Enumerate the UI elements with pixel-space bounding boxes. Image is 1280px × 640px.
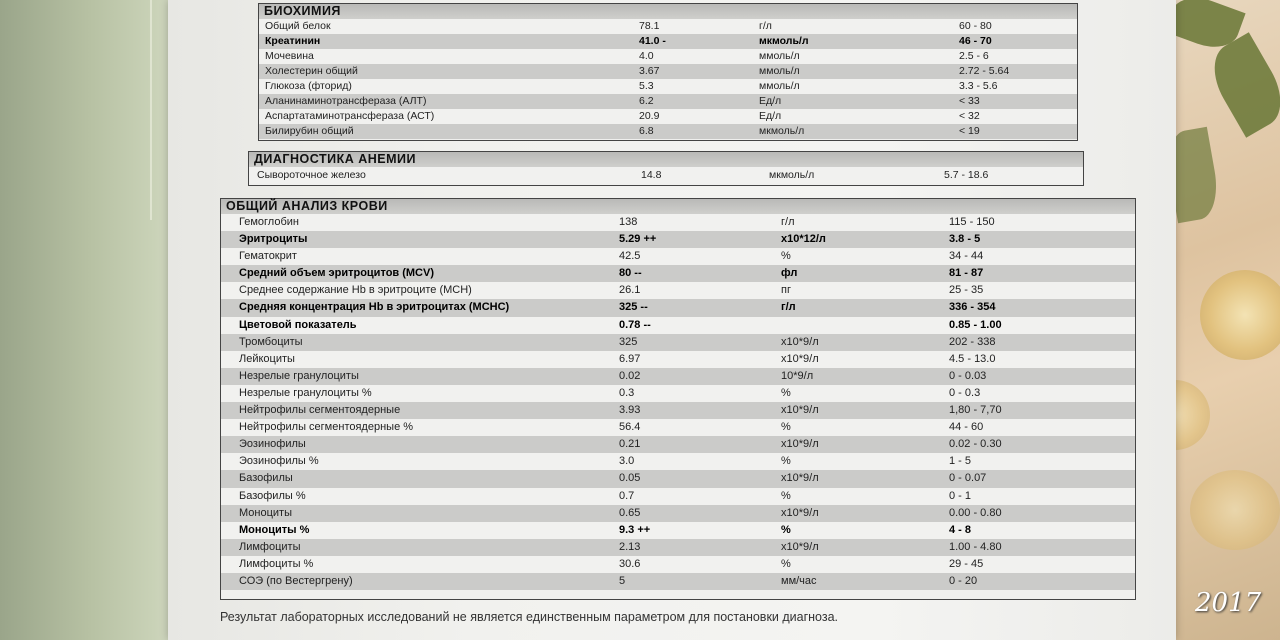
reference-range: < 19	[959, 125, 980, 137]
test-unit: пг	[781, 284, 791, 297]
leaf-shape	[1201, 32, 1280, 137]
biochemistry-title: БИОХИМИЯ	[259, 4, 1077, 19]
test-value: 26.1	[619, 284, 641, 297]
test-unit: %	[781, 386, 791, 399]
test-name: Лимфоциты	[239, 540, 301, 553]
reference-range: 2.72 - 5.64	[959, 65, 1010, 77]
test-value: 3.67	[639, 65, 660, 77]
result-row	[221, 368, 1135, 385]
test-name: Нейтрофилы сегментоядерные %	[239, 421, 414, 434]
test-value: 0.65	[619, 506, 641, 519]
test-value: 30.6	[619, 557, 641, 570]
test-name: Эозинофилы %	[239, 455, 319, 468]
test-name: Креатинин	[265, 35, 321, 47]
result-row	[221, 231, 1135, 248]
test-value: 41.0 -	[639, 35, 666, 47]
result-row	[221, 265, 1135, 282]
test-unit: x10*9/л	[781, 335, 819, 348]
result-row	[221, 488, 1135, 505]
reference-range: 1.00 - 4.80	[949, 540, 1002, 553]
reference-range: 202 - 338	[949, 335, 996, 348]
cbc-rows	[221, 214, 1135, 590]
reference-range: 336 - 354	[949, 301, 996, 314]
biochemistry-section	[258, 3, 1078, 141]
test-name: Среднее содержание Hb в эритроците (MCH)	[239, 284, 472, 297]
reference-range: 0.00 - 0.80	[949, 506, 1002, 519]
reference-range: 46 - 70	[959, 35, 992, 47]
test-value: 0.7	[619, 489, 635, 502]
test-value: 0.05	[619, 472, 641, 485]
test-name: Средняя концентрация Hb в эритроцитах (MCHC)	[239, 301, 510, 314]
result-row	[221, 214, 1135, 231]
reference-range: 0.85 - 1.00	[949, 318, 1002, 331]
reference-range: 0 - 0.07	[949, 472, 987, 485]
test-unit: мкмоль/л	[769, 169, 815, 181]
test-name: Гематокрит	[239, 250, 297, 263]
test-unit: г/л	[759, 20, 772, 32]
test-unit: %	[781, 523, 791, 536]
test-unit: фл	[781, 267, 798, 280]
test-name: Эритроциты	[239, 233, 308, 246]
result-row	[221, 419, 1135, 436]
result-row	[259, 19, 1077, 34]
result-row	[259, 124, 1077, 139]
test-unit: Ед/л	[759, 110, 782, 122]
reference-range: < 33	[959, 95, 980, 107]
flower-shape	[1200, 270, 1280, 360]
result-row	[221, 436, 1135, 453]
result-row	[259, 64, 1077, 79]
reference-range: 60 - 80	[959, 20, 992, 32]
test-unit: мкмоль/л	[759, 125, 805, 137]
result-row	[221, 539, 1135, 556]
result-row	[259, 109, 1077, 124]
test-value: 6.8	[639, 125, 654, 137]
reference-range: 1,80 - 7,70	[949, 404, 1002, 417]
test-unit: %	[781, 455, 791, 468]
test-value: 80 --	[619, 267, 642, 280]
test-name: Незрелые гранулоциты	[239, 369, 359, 382]
cbc-title: ОБЩИЙ АНАЛИЗ КРОВИ	[221, 199, 1135, 214]
reference-range: 3.8 - 5	[949, 233, 981, 246]
reference-range: 0.02 - 0.30	[949, 438, 1002, 451]
reference-range: < 32	[959, 110, 980, 122]
test-value: 5.29 ++	[619, 233, 657, 246]
result-row	[221, 282, 1135, 299]
reference-range: 4 - 8	[949, 523, 972, 536]
reference-range: 34 - 44	[949, 250, 984, 263]
test-value: 3.93	[619, 404, 641, 417]
result-row	[221, 556, 1135, 573]
test-unit: x10*9/л	[781, 404, 819, 417]
result-row	[259, 49, 1077, 64]
result-row	[221, 453, 1135, 470]
anemia-rows	[249, 167, 1083, 183]
test-unit: x10*9/л	[781, 472, 819, 485]
test-value: 6.97	[619, 352, 641, 365]
test-name: Мочевина	[265, 50, 314, 62]
reference-range: 4.5 - 13.0	[949, 352, 996, 365]
test-name: Базофилы	[239, 472, 293, 485]
result-row	[221, 248, 1135, 265]
result-row	[221, 402, 1135, 419]
test-name: Моноциты	[239, 506, 292, 519]
test-name: СОЭ (по Вестергрену)	[239, 574, 353, 587]
reference-range: 0 - 0.3	[949, 386, 981, 399]
test-value: 0.78 --	[619, 318, 651, 331]
test-unit: г/л	[781, 301, 796, 314]
result-row	[221, 317, 1135, 334]
test-name: Средний объем эритроцитов (MCV)	[239, 267, 434, 280]
test-unit: %	[781, 557, 791, 570]
reference-range: 81 - 87	[949, 267, 984, 280]
test-name: Тромбоциты	[239, 335, 303, 348]
test-unit: %	[781, 489, 791, 502]
result-row	[249, 167, 1083, 183]
test-name: Базофилы %	[239, 489, 306, 502]
test-name: Лимфоциты %	[239, 557, 314, 570]
test-unit: %	[781, 421, 791, 434]
test-value: 42.5	[619, 250, 641, 263]
test-name: Холестерин общий	[265, 65, 358, 77]
anemia-section	[248, 151, 1084, 186]
reference-range: 25 - 35	[949, 284, 984, 297]
reference-range: 29 - 45	[949, 557, 984, 570]
watermark-year: 2017	[1195, 588, 1262, 618]
result-row	[259, 34, 1077, 49]
test-name: Цветовой показатель	[239, 318, 357, 331]
test-name: Общий белок	[265, 20, 331, 32]
test-unit: Ед/л	[759, 95, 782, 107]
test-unit: x10*9/л	[781, 506, 819, 519]
footer-note: Результат лабораторных исследований не является единственным параметром для постановки диагноза.	[220, 610, 839, 624]
test-unit: мм/час	[781, 574, 817, 587]
test-name: Эозинофилы	[239, 438, 306, 451]
cbc-section	[220, 198, 1136, 600]
test-name: Сывороточное железо	[257, 169, 366, 181]
test-value: 325	[619, 335, 638, 348]
test-value: 78.1	[639, 20, 660, 32]
result-row	[221, 505, 1135, 522]
flower-shape	[1190, 470, 1280, 550]
result-row	[221, 299, 1135, 316]
test-unit: %	[781, 250, 791, 263]
reference-range: 1 - 5	[949, 455, 972, 468]
test-name: Лейкоциты	[239, 352, 295, 365]
test-unit: ммоль/л	[759, 80, 800, 92]
test-name: Аспартатаминотрансфераза (АСТ)	[265, 110, 435, 122]
test-unit: x10*9/л	[781, 438, 819, 451]
test-value: 14.8	[641, 169, 662, 181]
biochemistry-rows	[259, 19, 1077, 139]
reference-range: 2.5 - 6	[959, 50, 989, 62]
test-value: 4.0	[639, 50, 654, 62]
result-row	[221, 522, 1135, 539]
test-value: 6.2	[639, 95, 654, 107]
test-name: Нейтрофилы сегментоядерные	[239, 404, 401, 417]
reference-range: 5.7 - 18.6	[944, 169, 989, 181]
test-unit: ммоль/л	[759, 50, 800, 62]
test-unit: x10*9/л	[781, 352, 819, 365]
result-row	[221, 334, 1135, 351]
reference-range: 115 - 150	[949, 216, 995, 228]
result-row	[221, 470, 1135, 487]
result-row	[221, 385, 1135, 402]
test-value: 20.9	[639, 110, 660, 122]
reference-range: 0 - 0.03	[949, 369, 987, 382]
result-row	[259, 94, 1077, 109]
test-value: 138	[619, 216, 638, 228]
test-unit: г/л	[781, 216, 795, 228]
test-name: Аланинаминотрансфераза (АЛТ)	[265, 95, 427, 107]
reference-range: 0 - 1	[949, 489, 972, 502]
test-value: 5.3	[639, 80, 654, 92]
test-name: Гемоглобин	[239, 216, 299, 228]
test-unit: мкмоль/л	[759, 35, 809, 47]
reference-range: 44 - 60	[949, 421, 984, 434]
result-row	[221, 573, 1135, 590]
test-value: 5	[619, 574, 626, 587]
test-unit: x10*9/л	[781, 540, 819, 553]
result-row	[221, 351, 1135, 368]
test-unit: x10*12/л	[781, 233, 826, 246]
test-name: Незрелые гранулоциты %	[239, 386, 372, 399]
test-unit: ммоль/л	[759, 65, 800, 77]
test-value: 0.21	[619, 438, 641, 451]
test-value: 2.13	[619, 540, 641, 553]
test-value: 9.3 ++	[619, 523, 651, 536]
result-row	[259, 79, 1077, 94]
test-value: 56.4	[619, 421, 641, 434]
test-value: 0.02	[619, 369, 641, 382]
test-name: Моноциты %	[239, 523, 310, 536]
test-unit: 10*9/л	[781, 369, 814, 382]
test-value: 325 --	[619, 301, 648, 314]
anemia-title: ДИАГНОСТИКА АНЕМИИ	[249, 152, 1083, 167]
test-value: 3.0	[619, 455, 635, 468]
test-value: 0.3	[619, 386, 635, 399]
test-name: Глюкоза (фторид)	[265, 80, 352, 92]
reference-range: 3.3 - 5.6	[959, 80, 998, 92]
test-name: Билирубин общий	[265, 125, 354, 137]
reference-range: 0 - 20	[949, 574, 978, 587]
